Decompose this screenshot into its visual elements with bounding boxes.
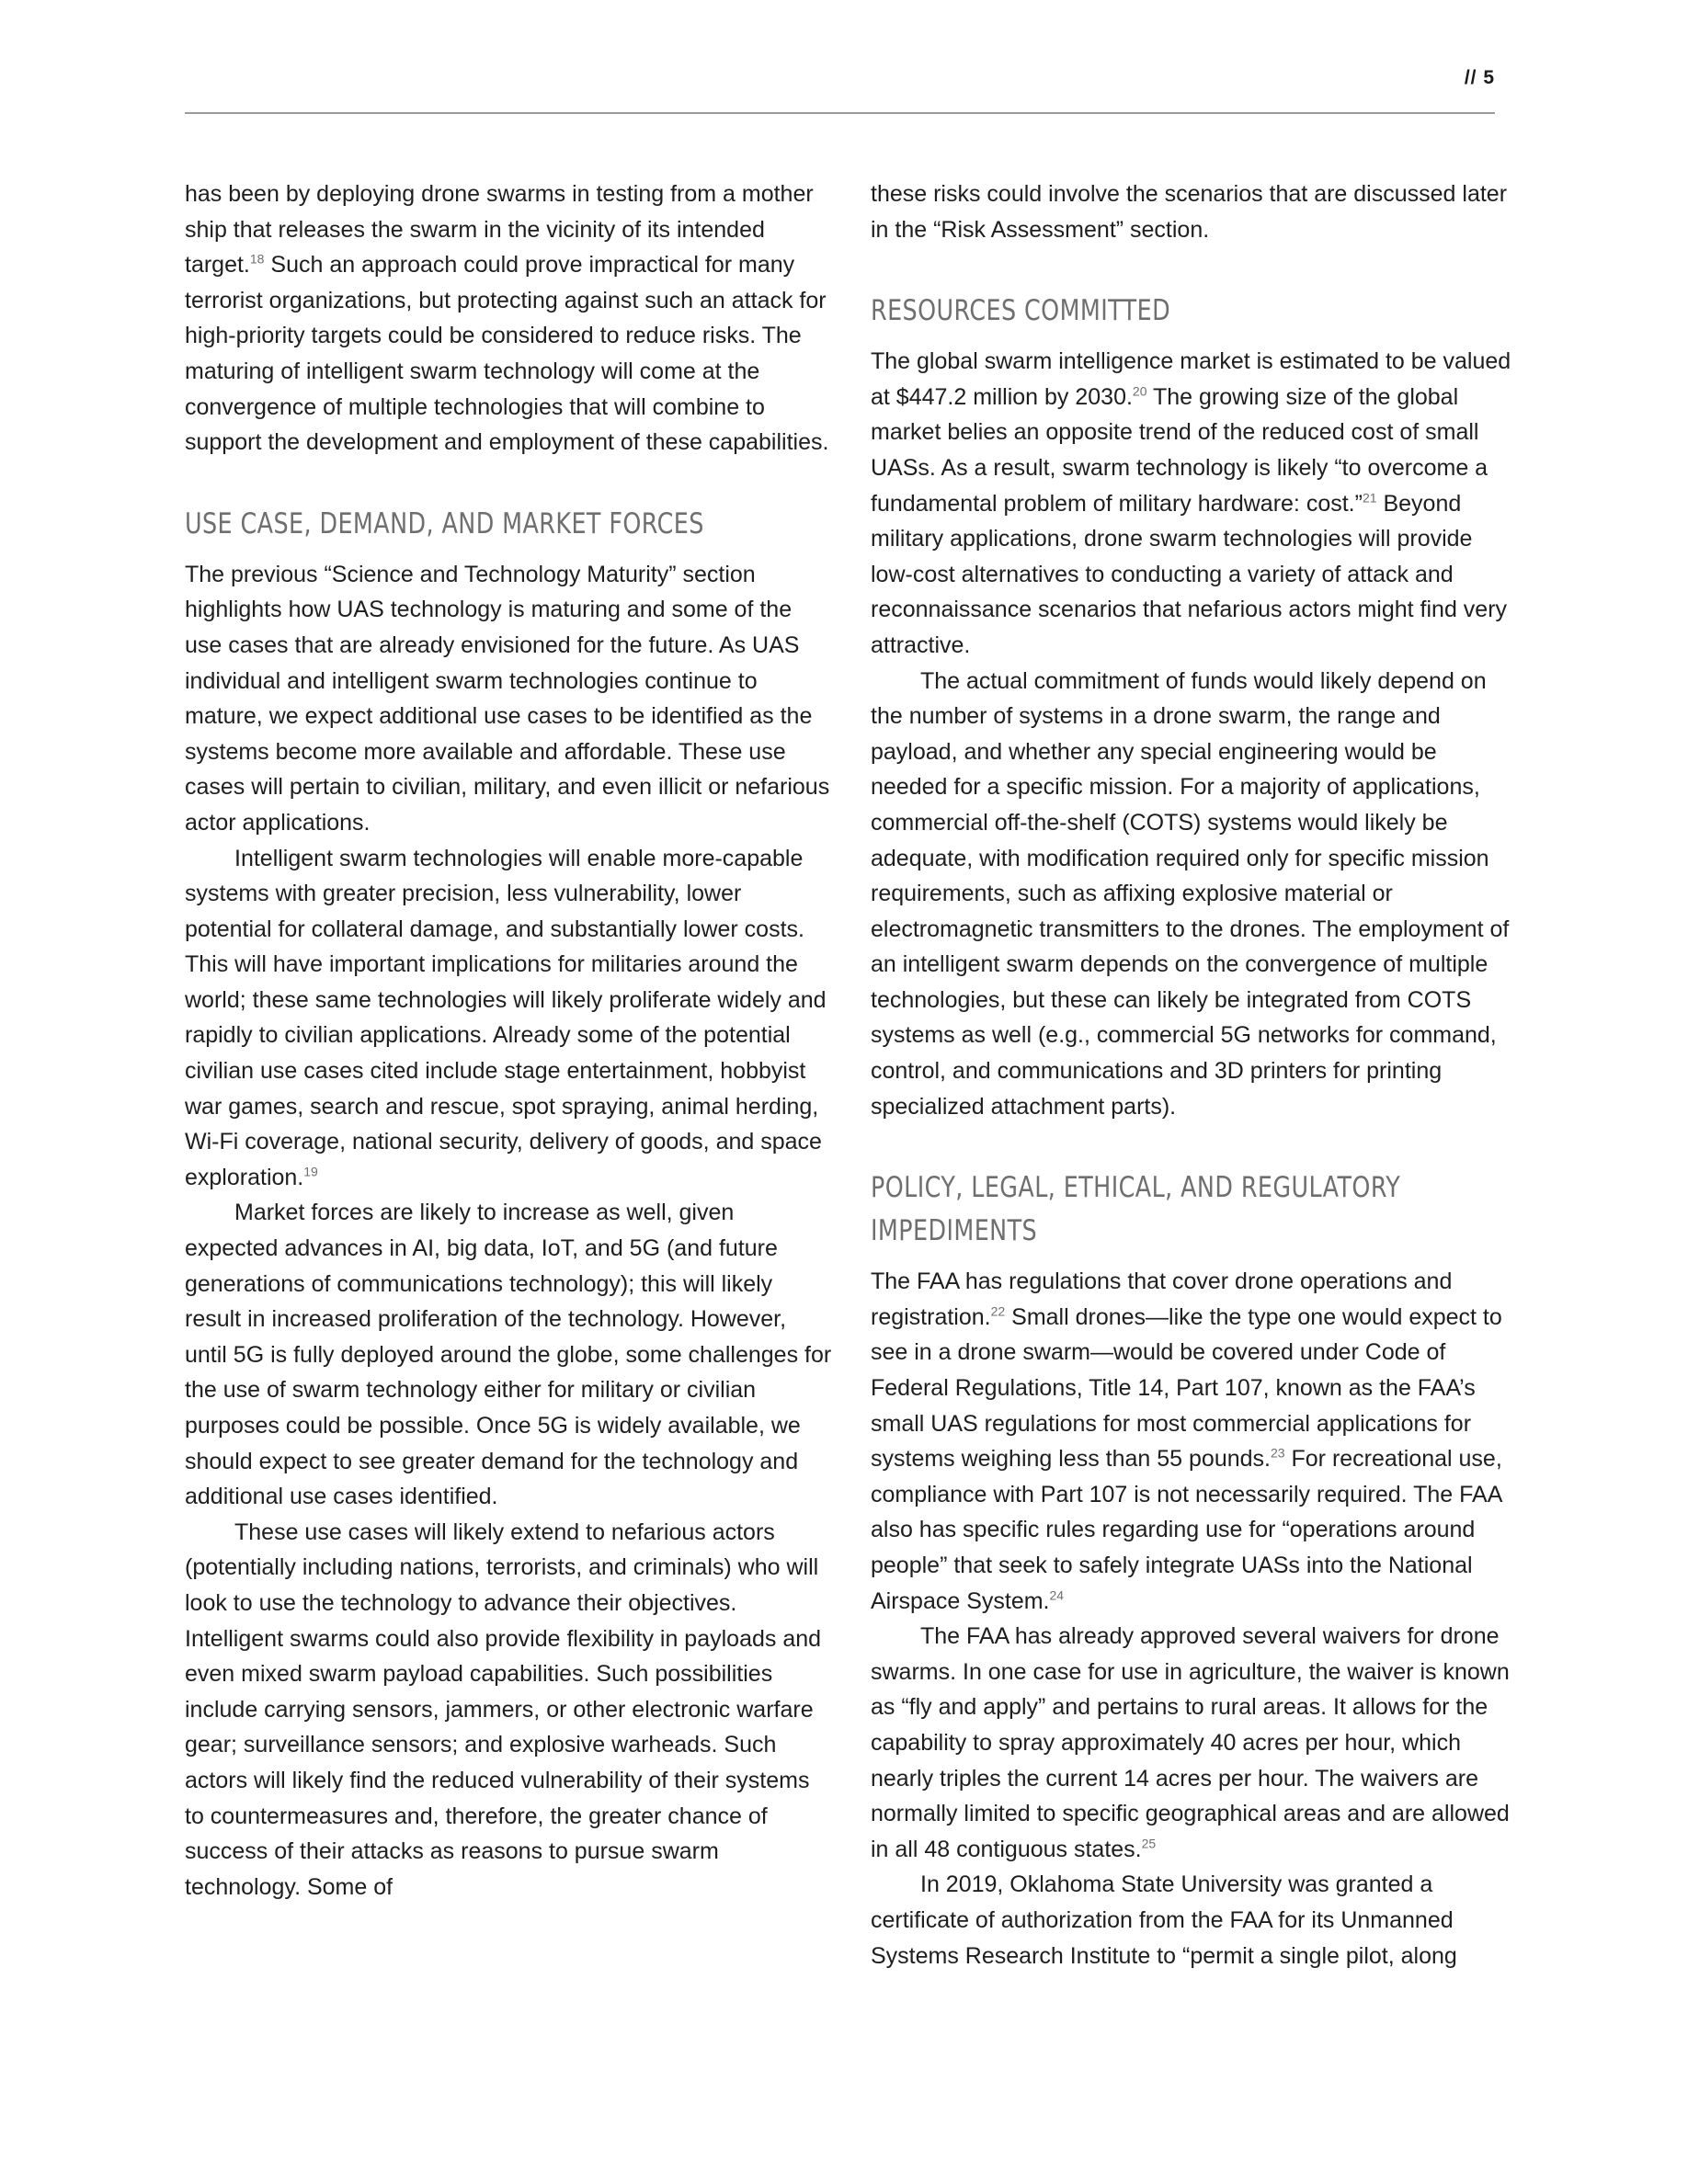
header-divider <box>185 112 1495 114</box>
right-column <box>871 176 1519 1974</box>
page-number: // 5 <box>1464 67 1495 88</box>
footnote-ref[interactable]: 20 <box>1132 383 1147 399</box>
footnote-ref[interactable]: 25 <box>1141 1836 1157 1851</box>
paragraph-text: For recreational use, compliance with Part 107 is not necessarily required. The FAA also has specific rules regarding use for “operations around people” that seek to safely integrate UASs into the National Airspace System. <box>871 1446 1502 1614</box>
paragraph-text: The FAA has regulations that cover drone operations and registration. <box>871 1268 1453 1330</box>
paragraph <box>185 176 833 461</box>
paragraph <box>871 1619 1519 1867</box>
paragraph-text: Intelligent swarm technologies will enable more-capable systems with greater precision, less vulnerability, lower potential for collateral damage, and substantially lower costs. This will have important implications for militaries around the world; these same technologies will likely proliferate widely and rapidly to civilian applications. Already some of the potential civilian use cases cited include stage entertainment, hobbyist war games, search and rescue, spot spraying, animal herding, Wi-Fi coverage, national security, delivery of goods, and space exploration. <box>185 845 827 1190</box>
paragraph: The actual commitment of funds would likely depend on the number of systems in a drone swarm, the range and payload, and whether any special engineering would be needed for a specific mission. For a majority of applications, commercial off-the-shelf (COTS) systems would likely be adequate, with modification required only for specific mission requirements, such as affixing explosive material or electromagnetic transmitters to the drones. The employment of an intelligent swarm depends on the convergence of multiple technologies, but these can likely be integrated from COTS systems as well (e.g., commercial 5G networks for command, control, and communications and 3D printers for printing specialized attachment parts). <box>871 667 1510 1120</box>
footnote-ref[interactable]: 24 <box>1049 1587 1065 1603</box>
footnote-ref[interactable]: 18 <box>249 251 265 267</box>
footnote-ref[interactable]: 21 <box>1362 490 1377 506</box>
paragraph: In 2019, Oklahoma State University was granted a certificate of authorization from the FAA for its Unmanned Systems Research Institute to “permit a single pilot, along <box>871 1871 1457 1969</box>
paragraph: The previous “Science and Technology Maturity” section highlights how UAS technology is maturing and some of the use cases that are already envisioned for the future. As UAS individual and intelligent swarm technologies continue to mature, we expect additional use cases to be identified as the systems become more available and affordable. These use cases will pertain to civilian, military, and even illicit or nefarious actor applications. <box>185 561 830 836</box>
paragraph-text: The FAA has already approved several waivers for drone swarms. In one case for use in agriculture, the waiver is known as “fly and apply” and pertains to rural areas. It allows for the capability to spray approximately 40 acres per hour, which nearly triples the current 14 acres per hour. The waivers are normally limited to specific geographical areas and are allowed in all 48 contiguous states. <box>871 1623 1510 1862</box>
paragraph-text: Such an approach could prove impractical for many terrorist organizations, but protecting against such an attack for high-priority targets could be considered to reduce risks. The maturing of intelligent swarm technology will come at the convergence of multiple technologies that will combine to support the development and employment of these capabilities. <box>185 252 829 456</box>
paragraph <box>871 344 1519 663</box>
footnote-ref[interactable]: 19 <box>303 1164 318 1179</box>
paragraph-text: has been by deploying drone swarms in testing from a mother ship that releases the swarm in the vicinity of its intended target. <box>185 181 814 279</box>
paragraph: Market forces are likely to increase as well, given expected advances in AI, big data, IoT, and 5G (and future generations of communications technology); this will likely result in increased proliferation of the technology. However, until 5G is fully deployed around the globe, some challenges for the use of swarm technology either for military or civilian purposes could be possible. Once 5G is widely available, we should expect to see greater demand for the technology and additional use cases identified. <box>185 1200 832 1510</box>
paragraph <box>185 841 833 1196</box>
footnote-ref[interactable]: 23 <box>1270 1445 1285 1461</box>
paragraph: These use cases will likely extend to nefarious actors (potentially including nations, terrorists, and criminals) who will look to use the technology to advance their objectives. Intelligent swarms could also provide flexibility in payloads and even mixed swarm payload capabilities. Such possibilities include carrying sensors, jammers, or other electronic warfare gear; surveillance sensors; and explosive warheads. Such actors will likely find the reduced vulnerability of their systems to countermeasures and, therefore, the greater chance of success of their attacks as reasons to pursue swarm technology. Some of <box>185 1519 822 1900</box>
section-heading: RESOURCES COMMITTED <box>871 294 1171 328</box>
paragraph-text: Small drones—like the type one would expect to see in a drone swarm—would be covered under Code of Federal Regulations, Title 14, Part 107, known as the FAA’s small UAS regulations for most commercial applications for systems weighing less than 55 pounds. <box>871 1303 1502 1473</box>
left-column <box>185 176 833 1905</box>
paragraph-text: The growing size of the global market belies an opposite trend of the reduced cost of small UASs. As a result, swarm technology is likely “to overcome a fundamental problem of military hardware: cost.” <box>871 383 1488 517</box>
footnote-ref[interactable]: 22 <box>990 1303 1006 1319</box>
section-heading: USE CASE, DEMAND, AND MARKET FORCES <box>185 506 704 540</box>
paragraph-text: Beyond military applications, drone swarm technologies will provide low-cost alternatives to conducting a variety of attack and reconnaissance scenarios that nefarious actors might find very attractive. <box>871 490 1508 658</box>
paragraph <box>871 1264 1519 1619</box>
paragraph: these risks could involve the scenarios that are discussed later in the “Risk Assessment” section. <box>871 181 1508 243</box>
paragraph-text: The global swarm intelligence market is estimated to be valued at $447.2 million by 2030. <box>871 348 1511 410</box>
section-heading: POLICY, LEGAL, ETHICAL, AND REGULATORY IMPEDIMENTS <box>871 1171 1401 1248</box>
